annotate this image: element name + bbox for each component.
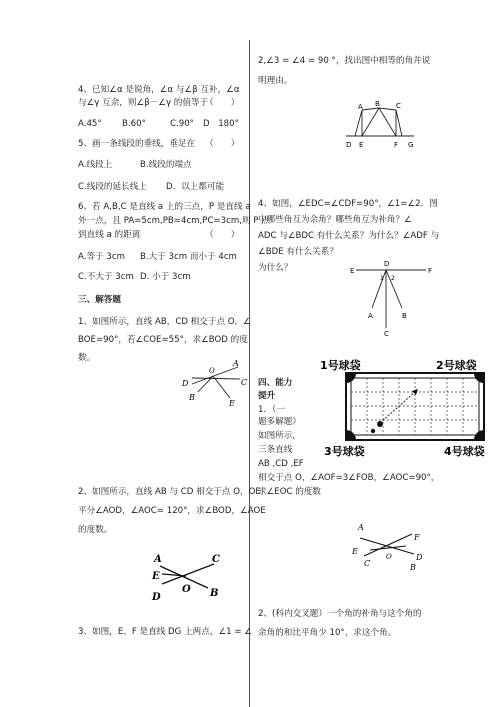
p4-fig-label-f: F	[428, 267, 433, 275]
q6-option-d: D. 小于 3cm	[140, 272, 191, 282]
q4-option-b: B.60°	[122, 119, 146, 129]
q4-answer-paren: （ ）	[205, 98, 240, 108]
p4-fig-label-e: E	[350, 267, 355, 275]
p1-line3: 数。	[78, 353, 96, 363]
section4-title2: 提升	[258, 391, 276, 401]
p3-cont-line1: 2,∠3 = ∠4 = 90 °，找出图中相等的角并说	[258, 56, 431, 66]
p1-fig-label-e: E	[229, 399, 235, 408]
p4-line3: ADC 与∠BDC 有什么关系？为什么？∠ADF 与	[258, 231, 440, 241]
p1-line2: BOE=90°，若∠COE=55°，求∠BOD 的度	[78, 335, 248, 345]
pocket-1-label: 1号球袋	[320, 359, 361, 372]
p4-line1: 4、如图，∠EDC=∠CDF=90°，∠1=∠2．图	[258, 199, 438, 209]
s4-fig-label-o: O	[386, 553, 392, 561]
section4-q1-num: 1．（一	[258, 405, 285, 415]
p1-fig-label-a: A	[233, 359, 239, 368]
section4-line-3: AB ,CD ,EF	[258, 459, 304, 469]
q4-option-a: A.45°	[78, 119, 102, 129]
q5-option-b: B.线段的端点	[140, 160, 192, 170]
p4-line5: 为什么？	[258, 263, 293, 273]
q6-answer-paren: （ ）	[205, 230, 240, 240]
q4-option-d: D 180°	[203, 119, 239, 129]
p4-fig-label-c: C	[384, 330, 389, 338]
q5-line1: 5、画一条线段的垂线，垂足在	[78, 139, 196, 149]
q6-line1: 6、若 A,B,C 是直线 a 上的三点，P 是直线 a	[78, 202, 251, 212]
p2-line2: 平分∠AOD，∠AOC= 120°，求∠BOD，∠AOE	[78, 506, 266, 516]
p1-fig-label-d: D	[182, 379, 189, 388]
s4-fig-label-e: E	[352, 547, 358, 556]
s4-fig-label-d: D	[416, 553, 423, 562]
p3-fig-label-c: C	[396, 102, 401, 110]
q4-line2: 与∠γ 互余，则∠β－∠γ 的值等于	[78, 98, 209, 108]
p1-fig-label-b: B	[189, 393, 195, 402]
p4-figure	[346, 256, 436, 338]
section4-line-full2: 求∠EOC 的度数	[258, 487, 322, 497]
p3-cont-line2: 明理由。	[258, 76, 293, 86]
section4-line-2: 三条直线	[258, 445, 293, 455]
p3-line1: 3、如图，E、F 是直线 DG 上两点，∠1 = ∠	[78, 627, 252, 637]
p1-fig-label-o: O	[209, 367, 215, 375]
s4-fig-label-b: B	[410, 563, 416, 572]
p2-fig-label-c: C	[212, 554, 220, 565]
q6-option-c: C.不大于 3cm	[78, 272, 134, 282]
p1-figure	[178, 358, 250, 408]
p1-fig-label-c: C	[241, 378, 248, 387]
s4-fig-label-a: A	[358, 523, 364, 532]
p3-fig-label-f: F	[394, 141, 399, 149]
pocket-3-label: 3号球袋	[324, 445, 365, 458]
p4-line4: ∠BDE 有什么关系？	[258, 247, 338, 257]
s4-figure	[350, 520, 430, 572]
section4-q1-note: 题多解题）	[258, 417, 301, 427]
p2-fig-label-a: A	[154, 554, 162, 565]
section4-title1: 四、能力	[258, 378, 293, 388]
p2-line3: 的度数。	[78, 525, 113, 535]
p3-fig-label-e: E	[359, 141, 364, 149]
p4-fig-label-b: B	[402, 312, 407, 320]
p4-line2: 中哪些角互为余角？哪些角互为补角？∠	[258, 215, 412, 225]
section3-title: 三、解答题	[78, 295, 121, 305]
p2b-line1: 2、(科内交叉题）一个角的补角与这个角的	[258, 609, 422, 619]
p1-line1: 1、如图所示，直线 AB，CD 相交于点 O，∠	[78, 317, 251, 327]
p4-fig-label-1: 1	[380, 275, 384, 282]
s4-fig-label-f: F	[414, 533, 420, 542]
billiard-figure	[316, 358, 496, 458]
p4-fig-label-d: D	[384, 260, 390, 268]
p2-fig-label-o: O	[182, 584, 191, 595]
p2-fig-label-d: D	[152, 592, 161, 602]
section4-line-1: 如图所示，	[258, 431, 301, 441]
p3-fig-label-d: D	[346, 141, 352, 149]
p2-line1: 2、如图所示，直线 AB 与 CD 相交于点 O，OE	[78, 487, 261, 497]
p3-fig-label-a: A	[358, 103, 363, 111]
p3-fig-label-b: B	[375, 100, 380, 108]
q4-option-c: C.90°	[170, 119, 194, 129]
p2-figure	[150, 550, 230, 602]
q4-line1: 4、已知∠α 是锐角，∠α 与∠β 互补，∠α	[78, 85, 240, 95]
p4-fig-label-a: A	[368, 312, 373, 320]
p4-fig-label-2: 2	[391, 275, 395, 282]
q6-line2: 外一点，且 PA=5cm,PB=4cm,PC=3cm,则 P 点	[78, 216, 270, 226]
s4-fig-label-c: C	[364, 559, 371, 568]
q5-option-a: A.线段上	[78, 160, 113, 170]
pocket-2-label: 2号球袋	[436, 359, 477, 372]
p2b-line2: 余角的和比平角少 10°，求这个角。	[258, 628, 397, 638]
q5-option-c: C.线段的延长线上	[78, 182, 147, 192]
q5-answer-paren: （ ）	[205, 139, 240, 149]
p3-fig-label-g: G	[408, 141, 414, 149]
q5-option-d: D．以上都可能	[166, 182, 225, 192]
p2-fig-label-e: E	[152, 571, 160, 582]
q6-line3: 到直线 a 的距离	[78, 230, 141, 240]
q6-option-a: A.等于 3cm	[78, 252, 125, 262]
pocket-4-label: 4号球袋	[444, 445, 485, 458]
q6-option-b: B.大于 3cm 而小于 4cm	[140, 252, 237, 262]
section4-line-full1: 相交于点 O，∠AOF=3∠FOB，∠AOC=90°，	[258, 473, 440, 483]
p3-figure	[342, 100, 417, 152]
p2-fig-label-b: B	[210, 588, 219, 599]
